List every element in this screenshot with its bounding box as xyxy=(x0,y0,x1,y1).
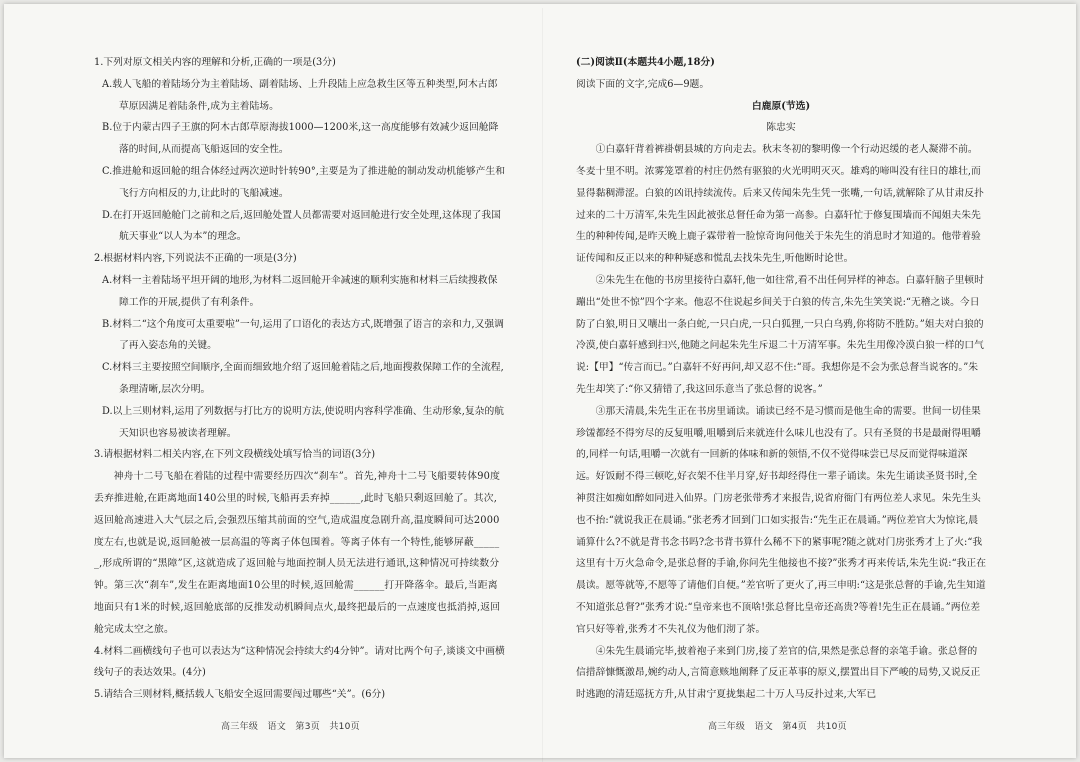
page-fold xyxy=(542,8,543,762)
right-page xyxy=(576,52,986,706)
page-footer-right: 高三年级 语文 第4页 共10页 xyxy=(708,722,847,732)
page-footer-left: 高三年级 语文 第3页 共10页 xyxy=(221,722,360,732)
question-3-stem: 3.请根据材料二相关内容,在下列文段横线处填写恰当的词语(3分) xyxy=(94,449,376,461)
passage-paragraph-4: ④朱先生晨诵完毕,披着袍子来到门房,接了差官的信,果然是张总督的亲笔手谕。张总督的信措辞慷慨激昂,婉约动人,言简意赅地阐释了反正革事的原义,摆置出目下严峻的局势,又说反正时逃跑的清廷巡抚方升,从甘肃宁夏拢集起二十万人马反扑过来,大军已 xyxy=(576,645,981,701)
question-2-stem: 2.根据材料内容,下列说法不正确的一项是(3分) xyxy=(94,253,297,265)
question-4-stem: 4.材料二画横线句子也可以表达为“这种情况会持续大约4分钟”。请对比两个句子,谈谈文中画横线句子的表达效果。(4分) xyxy=(94,645,505,679)
passage-author: 陈忠实 xyxy=(766,122,796,134)
question-1-stem: 1.下列对原文相关内容的理解和分析,正确的一项是(3分) xyxy=(94,57,336,68)
question-5-stem: 5.请结合三则材料,概括载人飞船安全返回需要闯过哪些“关”。(6分) xyxy=(94,689,386,701)
question-2-option-a: A.材料一主着陆场平坦开阔的地形,为材料二返回舱开伞减速的顺利实施和材料三后续搜救保障工作的开展,提供了有利条件。 xyxy=(102,274,498,308)
reading-instruction: 阅读下面的文字,完成6—9题。 xyxy=(576,78,710,90)
question-3-passage: 神舟十二号飞船在着陆的过程中需要经历四次“刹车”。首先,神舟十二号飞船要转体90度丢弃推进舱,在距离地面140公里的时候,飞船再丢弃掉______,此时飞船只剩返回舱了。其次,返回舱高速进入大气层之后,会强烈压缩其前面的空气,造成温度急剧升高,温度瞬间可达2000度左右,也就是说,返回舱被一层高温的等离子体包围着。等离子体有一个特性,能够屏蔽______,形成所谓的“黑障”区,这就造成了返回舱与地面控制人员无法进行通讯,这种情况可持续数分钟。第三次“刹车”,发生在距离地面10公里的时候,返回舱需______打开降落伞。最后,当距离地面只有1米的时候,返回舱底部的反推发动机瞬间点火,最终把最后的一点速度也抵消掉,返回舱完成太空之旅。 xyxy=(94,471,501,635)
question-1-option-d: D.在打开返回舱舱门之前和之后,返回舱处置人员都需要对返回舱进行安全处理,这体现了我国航天事业“以人为本”的理念。 xyxy=(102,209,501,243)
passage-paragraph-1: ①白嘉轩背着裤褂朝县城的方向走去。秋末冬初的黎明像一个行动迟缓的老人凝滞不前。冬麦十里不明。浓雾笼罩着的村庄仍然有驱狼的火光明明灭灭。雄鸡的啼叫没有往日的雄壮,而显得黏稠滞涩。白狼的凶讯持续流传。后来又传闻朱先生凭一张嘴,一句话,就解除了从甘肃反扑过来的二十万清军,朱先生因此被张总督任命为第一高参。白嘉轩忙于修复围墙而不闻姐夫朱先生的种种传闻,是昨天晚上鹿子霖带着一脸惊奇询问他关于朱先生的消息时才知道的。他带着验证传闻和反正以来的种种疑惑和慌乱去找朱先生,听他断时论世。 xyxy=(576,144,984,265)
passage-paragraph-2: ②朱先生在他的书房里接待白嘉轩,他一如往常,看不出任何异样的神态。白嘉轩脑子里顿时蹦出“处世不惊”四个字来。他忍不住说起乡间关于白狼的传言,朱先生笑笑说:“无稽之谈。今日防了白狼,明日又嚷出一条白蛇,一只白虎,一只白狐狸,一只白乌鸦,你将防不胜防。”姐夫对白狼的冷漠,使白嘉轩感到扫兴,他随之问起朱先生斥退二十万清军事。朱先生用像冷漠白狼一样的口气说:【甲】“传言而已。”白嘉轩不好再问,却又忍不住:“哥。我想你是不会为张总督当说客的。”朱先生却笑了:“你又猜错了,我这回乐意当了张总督的说客。” xyxy=(576,274,984,395)
question-2-option-b: B.材料二“这个角度可太重要啦”一句,运用了口语化的表达方式,既增强了语言的亲和力,又强调了再入姿态角的关键。 xyxy=(102,318,504,352)
passage-title: 白鹿原(节选) xyxy=(751,100,811,112)
question-2-option-c: C.材料三主要按照空间顺序,全面而细致地介绍了返回舱着陆之后,地面搜救保障工作的全流程,条理清晰,层次分明。 xyxy=(102,362,504,395)
question-1-option-c: C.推进舱和返回舱的组合体经过两次逆时针转90°,主要是为了推进舱的制动发动机能够产生和飞行方向相反的力,让此时的飞船减速。 xyxy=(102,165,506,199)
section-heading: (二)阅读Ⅱ(本题共4小题,18分) xyxy=(576,57,715,68)
question-1-option-a: A.载人飞船的着陆场分为主着陆场、副着陆场、上升段陆上应急救生区等五种类型,阿木古郎草原因满足着陆条件,成为主着陆场。 xyxy=(102,78,498,112)
left-page xyxy=(94,52,506,706)
question-1-option-b: B.位于内蒙古四子王旗的阿木古郎草原海拔1000—1200米,这一高度能够有效减少返回舱降落的时间,从而提高飞船返回的安全性。 xyxy=(102,122,499,156)
question-2-option-d: D.以上三则材料,运用了列数据与打比方的说明方法,使说明内容科学准确、生动形象,复杂的航天知识也容易被读者理解。 xyxy=(102,405,505,439)
passage-paragraph-3: ③那天清晨,朱先生正在书房里诵读。诵读已经不是习惯而是他生命的需要。世间一切佳果珍馐都经不得穷尽的反复咀嚼,咀嚼到后来就连什么味儿也没有了。只有圣贤的书是最耐得咀嚼的,同样一句话,咀嚼一次就有一回新的体味和新的领悟,不仅不觉得味尝已尽反而觉得味道深远。好饭耐不得三顿吃,好衣架不住半月穿,好书却经得住一辈子诵读。朱先生诵读圣贤书时,全神贯注如痴如醉如同进入仙界。门房老张带秀才来报告,说省府衙门有两位差人求见。朱先生头也不抬:“就说我正在晨诵。”张老秀才回到门口如实报告:“先生正在晨诵。”两位差官大为惊诧,晨诵算什么?不就是背书念书吗?念书背书算什么稀不下的紧事呢?随之就对门房张秀才上了火:“我这里有十万火急命令,是张总督的手谕,你问先生他接也不接?”张秀才再来传话,朱先生说:“我正在晨读。愿等就等,不愿等了请他们自便。”差官听了更火了,再三申明:“这是张总督的手谕,先生知道不知道张总督?”张秀才说:“皇帝来也不顶啥!张总督比皇帝还高贵?等着!先生正在晨诵。”两位差官只好等着,张秀才不失礼仪为他们沏了茶。 xyxy=(576,405,986,635)
exam-sheet xyxy=(4,4,1076,758)
